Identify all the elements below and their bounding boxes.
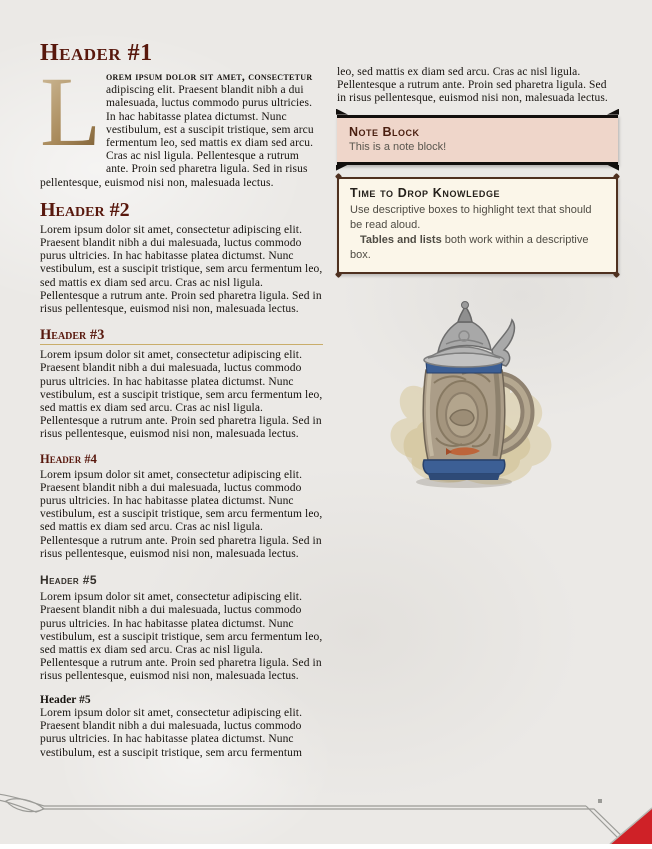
page-footer-ornament: [0, 792, 652, 844]
paragraph: Lorem ipsum dolor sit amet, consectetur adipiscing elit. Praesent blandit nibh a dui malesuada, luctus commodo purus ultricies. In hac habitasse platea dictumst. Nunc vestibulum, est a suscipit tristique, sem arcu fermentum leo, sed mattis ex diam sed arcu. Cras ac nisl ligula. Pellentesque a rutrum ante. Proin sed pharetra ligula. Sed in risus pellentesque, euismod nisi non, malesuada lectus.: [40, 223, 323, 316]
corner-diamond-icon: [335, 271, 342, 278]
note-block: [337, 115, 618, 165]
descriptive-title: Time to Drop Knowledge: [350, 185, 501, 200]
descriptive-body: [350, 203, 605, 263]
corner-diamond-icon: [335, 173, 342, 180]
heading-2: Header #2: [40, 198, 130, 221]
note-body: This is a note block!: [349, 140, 447, 153]
descriptive-line1: Use descriptive boxes to highlight text that should be read aloud.: [350, 203, 592, 231]
heading-1: Header #1: [40, 40, 153, 66]
descriptive-box: [337, 177, 618, 274]
note-wedge-icon: [607, 109, 619, 115]
descriptive-line2-bold: Tables and lists: [360, 233, 442, 246]
paragraph: Lorem ipsum dolor sit amet, consectetur adipiscing elit. Praesent blandit nibh a dui malesuada, luctus commodo purus ultricies. In hac habitasse platea dictumst. Nunc vestibulum, est a suscipit tristique, sem arcu fermentum leo, sed mattis ex diam sed arcu. Cras ac nisl ligula. Pellentesque a rutrum ante. Proin sed pharetra ligula. Sed in risus pellentesque, euismod nisi non, malesuada lectus.: [40, 349, 323, 441]
paragraph-truncated: Lorem ipsum dolor sit amet, consectetur adipiscing elit. Praesent blandit nibh a dui malesuada, luctus commodo purus ultricies. In hac habitasse platea dictumst. Nunc vestibulum, est a suscipit tristique, sem arcu fermentum: [40, 707, 303, 759]
heading-5: Header #5: [40, 573, 97, 588]
heading-4: Header #4: [40, 451, 97, 466]
note-title: Note Block: [349, 124, 420, 139]
corner-diamond-icon: [613, 173, 620, 180]
paragraph: Lorem ipsum dolor sit amet, consectetur adipiscing elit. Praesent blandit nibh a dui malesuada, luctus commodo purus ultricies. In hac habitasse platea dictumst. Nunc vestibulum, est a suscipit tristique, sem arcu fermentum leo, sed mattis ex diam sed arcu. Cras ac nisl ligula. Pellentesque a rutrum ante. Proin sed pharetra ligula. Sed in risus pellentesque, euismod nisi non, malesuada lectus.: [40, 591, 323, 683]
right-column: [337, 40, 618, 274]
corner-diamond-icon: [613, 271, 620, 278]
paragraph-continuation: leo, sed mattis ex diam sed arcu. Cras ac nisl ligula. Pellentesque a rutrum ante. Proin sed pharetra ligula. Sed in risus pellentesque, euismod nisi non, malesuada lectus.: [337, 66, 608, 105]
beer-stein-illustration: [362, 278, 572, 493]
note-wedge-icon: [607, 165, 619, 171]
paragraph-dropcap: [40, 56, 323, 190]
paragraph: Lorem ipsum dolor sit amet, consectetur adipiscing elit. Praesent blandit nibh a dui malesuada, luctus commodo purus ultricies. In hac habitasse platea dictumst. Nunc vestibulum, est a suscipit tristique, sem arcu fermentum leo, sed mattis ex diam sed arcu. Cras ac nisl ligula. Pellentesque a rutrum ante. Proin sed pharetra ligula. Sed in risus pellentesque, euismod nisi non, malesuada lectus.: [40, 468, 323, 560]
descriptive-line2-rest: both work within a descriptive box.: [350, 233, 589, 261]
heading-6: Header #5: [40, 693, 91, 706]
paragraph-lead-smallcaps: orem ipsum dolor sit amet, consectetur: [106, 71, 313, 83]
note-wedge-icon: [336, 165, 348, 171]
heading-3: Header #3: [40, 326, 323, 345]
paragraph-body: adipiscing elit. Praesent blandit nibh a dui malesuada, luctus commodo purus ultricies. In hac habitasse platea dictumst. Nunc vestibulum, est a suscipit tristique, sem arcu fermentum leo, sed mattis ex diam sed arcu. Cras ac nisl ligula. Pellentesque a rutrum ante. Proin sed pharetra ligula. Sed in risus pellentesque, euismod nisi non, malesuada lectus.: [40, 84, 314, 189]
dropcap-letter: L: [40, 56, 102, 167]
left-column: [40, 40, 323, 760]
note-wedge-icon: [336, 109, 348, 115]
descriptive-line2: [350, 233, 605, 263]
